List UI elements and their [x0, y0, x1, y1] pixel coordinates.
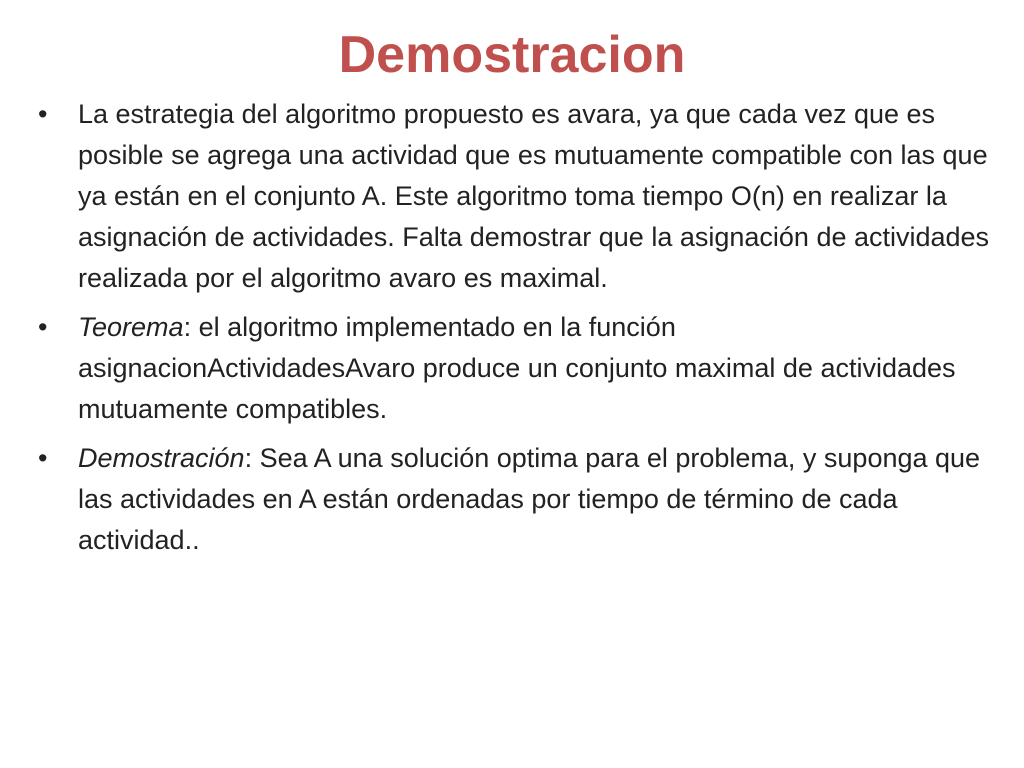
bullet-item: [30, 438, 990, 561]
bullet-text: La estrategia del algoritmo propuesto es avara, ya que cada vez que es posible se agrega una actividad que es mutuamente compatible con las que ya están en el conjunto A. Este algoritmo toma tiempo O(n) en realizar la asignación de actividades. Falta demostrar que la asignación de actividades realizada por el algoritmo avaro es maximal.: [78, 99, 990, 293]
bullet-list: [30, 94, 990, 569]
bullet-dot-icon: •: [38, 312, 48, 342]
bullet-text: : Sea A una solución optima para el problema, y suponga que las actividades en A están ordenadas por tiempo de término de cada actividad..: [78, 443, 981, 555]
bullet-lead-term: Demostración: [78, 443, 245, 473]
bullet-dot-icon: •: [38, 443, 48, 473]
bullet-item: [30, 307, 990, 430]
bullet-text: : el algoritmo implementado en la función asignacionActividadesAvaro produce un conjunto maximal de actividades mutuamente compatibles.: [78, 312, 956, 424]
slide-title: Demostracion: [338, 26, 686, 84]
bullet-lead-term: Teorema: [78, 312, 184, 342]
bullet-dot-icon: •: [38, 99, 48, 129]
bullet-item: [30, 94, 990, 299]
